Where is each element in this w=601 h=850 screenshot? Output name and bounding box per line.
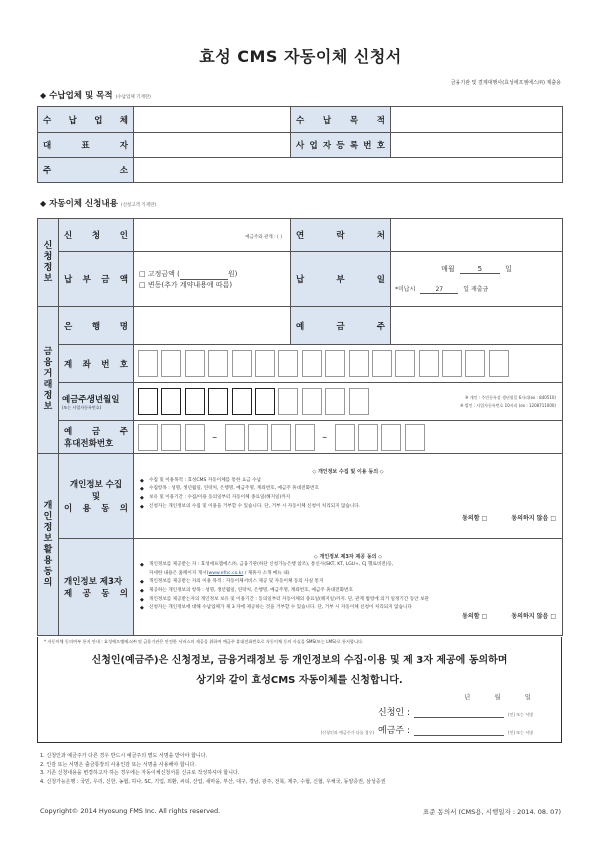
label-pay-day: 납 부 일	[291, 252, 391, 307]
digit-box[interactable]	[302, 350, 322, 377]
digit-box[interactable]	[271, 424, 291, 451]
consent-thirdparty-disagree-checkbox[interactable]: 동의하지 않음 □	[511, 612, 556, 620]
unpaid-day-value[interactable]: 27	[420, 286, 458, 294]
bank-field[interactable]	[134, 307, 291, 345]
declaration-line-2: 상기와 같이 효성CMS 자동이체를 신청합니다.	[196, 675, 403, 686]
copyright: Copyright© 2014 Hyosung FMS Inc. All rights reserved.	[40, 807, 221, 815]
label-phone: 예 금 주 휴대전화번호	[59, 421, 134, 454]
biz-no-field[interactable]	[391, 133, 563, 158]
digit-box[interactable]	[208, 350, 228, 377]
applicant-signature-line[interactable]	[414, 708, 504, 718]
phone-boxes[interactable]	[134, 421, 563, 454]
note-item: 2. 인감 또는 서명은 출금통장의 사용인감 또는 서명을 사용해야 합니다.	[40, 761, 196, 768]
form-title: 효성 CMS 자동이체 신청서	[199, 47, 402, 66]
submit-note: 금융기관 및 결제대행사(효성에프엠에스㈜) 제출용	[450, 80, 561, 86]
label-company: 수 납 업 체	[38, 107, 134, 133]
pay-day-value[interactable]: 5	[460, 265, 500, 274]
label-account: 계 좌 번 호	[59, 345, 134, 383]
birth-note-corporate: ※ 법인 : 사업자등록번호 10자리 (ex : 1208711000)	[460, 402, 556, 408]
digit-box[interactable]	[349, 350, 369, 377]
label-amount: 납 부 금 액	[59, 252, 134, 307]
birth-note-personal: ※ 개인 : 주민등록상 생년월일 6자리(ex : 840510)	[465, 394, 556, 400]
section-heading-company: ◆ 수납업체 및 목적 (수납업체 기재란)	[40, 91, 151, 101]
digit-box[interactable]	[161, 388, 181, 415]
note-item: 1. 신청인과 예금주가 다른 경우 반드시 예금주의 별도 서명을 받아야 합니다.	[40, 753, 208, 759]
digit-box[interactable]	[185, 388, 205, 415]
digit-box[interactable]	[325, 388, 345, 415]
diamond-icon: ◆	[40, 91, 47, 100]
consent-thirdparty-agree-checkbox[interactable]: 동의함 □	[462, 612, 488, 620]
digit-box[interactable]	[208, 388, 228, 415]
digit-box[interactable]	[335, 424, 355, 451]
company-field[interactable]	[134, 107, 291, 133]
notes-list	[40, 752, 385, 787]
digit-box[interactable]	[185, 350, 205, 377]
label-purpose: 수 납 목 적	[291, 107, 391, 133]
label-holder: 예 금 주	[291, 307, 391, 345]
digit-box[interactable]	[278, 350, 298, 377]
apply-table	[37, 218, 563, 636]
pay-day-field[interactable]: 매월 5 일 *미납시 27 일 재출금	[391, 252, 563, 307]
label-contact: 연 락 처	[291, 219, 391, 252]
group-finance-info: 금 융 거 래 정 보	[38, 307, 59, 454]
label-consent-collect: 개인정보 수집 및 이 용 동 의	[59, 454, 134, 539]
declaration-line-1: 신청인(예금주)은 신청정보, 금융거래정보 등 개인정보의 수집·이용 및 제 3자 제공에 동의하며	[91, 655, 508, 666]
digit-box[interactable]	[349, 388, 369, 415]
consent-collect-disagree-checkbox[interactable]: 동의하지 않음 □	[511, 515, 556, 523]
digit-box[interactable]	[489, 350, 509, 377]
holder-signature-line[interactable]	[414, 726, 504, 736]
section-heading-apply: ◆ 자동이체 신청내용 (신청고객 기재란)	[40, 199, 157, 209]
digit-box[interactable]	[381, 424, 401, 451]
consent-collect-agree-checkbox[interactable]: 동의함 □	[462, 515, 488, 523]
digit-box[interactable]	[405, 424, 425, 451]
dash-separator: –	[322, 431, 328, 443]
digit-box[interactable]	[255, 388, 275, 415]
diamond-icon: ◆	[40, 199, 47, 208]
digit-box[interactable]	[185, 424, 205, 451]
website-link[interactable]: www.efnc.co.kr	[208, 570, 244, 576]
group-apply-info: 신 청 정 보	[38, 219, 59, 307]
digit-box[interactable]	[232, 388, 252, 415]
company-table	[37, 106, 563, 183]
consent-thirdparty-box: ◇ 개인정보 제3자 제공 동의 ◇ ◆ 개인정보를 제공받는 자 : 효성에프엠에스㈜, 금융기관(하단 신청가능은행 참조), 통신사(SKT, KT, LGU+, CJ 헬로비전)등, 자세한 내용은 홈페이지 게시(www.efnc.co.kr / 제휴사 소개 메뉴 내) ◆ 개인정보를 제공받는 자의 이용 목적 : 자동이체서비스 제공 및 자동이체 동의 사실 통지 ◆ 제공하는 개인정보의 항목 : 성명, 생년월일, 연락처, 은행명, 예금주명, 계좌번호, 예금주 휴대전화번호 ◆ 개인정보를 제공받는자의 개인정보 보유 및 이용기간 : 동의일부터 자동이체의 종료일(해지일)까지. 단, 관계 법령에 의거 일정기간 동안 보관 ◆ 신청자는 개인정보에 대해 수납업체가 제 3 자에 제공하는 것을 거부할 수 있습니다. 단, 거부 시 자동이체 신청이 처리되지 않습니다 동의함 □ 동의하지 않음 □	[134, 539, 563, 636]
digit-box[interactable]	[161, 350, 181, 377]
consent-collect-box: ◇ 개인정보 수집 및 이용 동의 ◇ ◆ 수집 및 이용목적 : 효성CMS 자동이체를 통한 요금 수납 ◆ 수집항목 : 성명, 생년월일, 연락처, 은행명, 예금주명, 계좌번호, 예금주 휴대전화번호 ◆ 보유 및 이용기간 : 수집/이용 동의일부터 자동이체 종료일(해지일)까지 ◆ 신청자는 개인정보의 수집 및 이용을 거부할 수 있습니다. 단, 거부 시 자동이체 신청이 처리되지 않습니다. 동의함 □ 동의하지 않음 □	[134, 454, 563, 539]
digit-box[interactable]	[138, 350, 158, 377]
label-biz-no: 사 업 자 등 록 번 호	[291, 133, 391, 158]
digit-box[interactable]	[372, 350, 392, 377]
holder-field[interactable]	[391, 307, 563, 345]
digit-box[interactable]	[419, 350, 439, 377]
digit-box[interactable]	[302, 388, 322, 415]
label-address: 주 소	[38, 158, 134, 183]
account-number-boxes[interactable]	[134, 345, 563, 383]
digit-box[interactable]	[325, 350, 345, 377]
label-consent-thirdparty: 개인정보 제3자 제 공 동 의	[59, 539, 134, 636]
note-item: 4. 신청가능은행 : 국민, 우리, 신한, 농협, 하나, SC, 기업, 외환, 씨티, 산업, 새마을, 부산, 대구, 경남, 광주, 전북, 제주, 수협, 신협, 우체국, 동양증권, 삼성증권	[40, 779, 386, 786]
digit-box[interactable]	[395, 350, 415, 377]
declaration-box	[37, 637, 562, 743]
digit-box[interactable]	[465, 350, 485, 377]
digit-box[interactable]	[295, 424, 315, 451]
label-bank: 은 행 명	[59, 307, 134, 345]
contact-field[interactable]	[391, 219, 563, 252]
address-field[interactable]	[134, 158, 563, 183]
date-row[interactable]: 년 월 일	[464, 693, 531, 701]
group-privacy-consent: 개 인 정 보 활 용 동 의	[38, 454, 59, 636]
digit-box[interactable]	[442, 350, 462, 377]
digit-box[interactable]	[138, 424, 158, 451]
digit-box[interactable]	[248, 424, 268, 451]
digit-box[interactable]	[161, 424, 181, 451]
digit-box[interactable]	[138, 388, 158, 415]
digit-box[interactable]	[255, 350, 275, 377]
digit-box[interactable]	[225, 424, 245, 451]
dash-separator: –	[212, 431, 218, 443]
label-applicant: 신 청 인	[59, 219, 134, 252]
applicant-signature-row: 신청인 : (인) 또는 서명	[378, 708, 533, 718]
digit-box[interactable]	[278, 388, 298, 415]
applicant-field[interactable]: 예금주와 관계 : ( )	[134, 219, 291, 252]
representative-field[interactable]	[134, 133, 291, 158]
label-birth: 예금주생년월일 (또는 사업자등록번호)	[59, 383, 134, 421]
note-item: 3. 기존 신청내용을 변경하고자 하는 경우에는 자동이체신청서를 신규로 작성하셔야 합니다.	[40, 770, 240, 777]
sms-notice: * 자동이체 동의여부 통지 안내 : 효성에프엠에스㈜ 및 금융기관은 안전한 서비스의 제공을 위하여 예금주 휴대전화번호로 자동이체 동의 사실을 SMS(또는 LMS)로 통지합니다.	[44, 639, 364, 644]
form-version: 표준 동의서 (CMS용, 시행일자 : 2014. 08. 07)	[422, 808, 561, 816]
purpose-field[interactable]	[391, 107, 563, 133]
amount-variable-option[interactable]: □ 변동(추가 계약내용에 따름)	[139, 280, 233, 289]
amount-field[interactable]	[134, 252, 291, 307]
digit-box[interactable]	[232, 350, 252, 377]
label-representative: 대 표 자	[38, 133, 134, 158]
amount-fixed-option[interactable]: □ 고정금액 ( 원)	[139, 269, 238, 278]
holder-signature-row: (신청인과 예금주가 다를 경우) 예금주 : (인) 또는 서명	[320, 726, 533, 736]
birth-date-boxes[interactable]	[134, 383, 563, 421]
digit-box[interactable]	[358, 424, 378, 451]
